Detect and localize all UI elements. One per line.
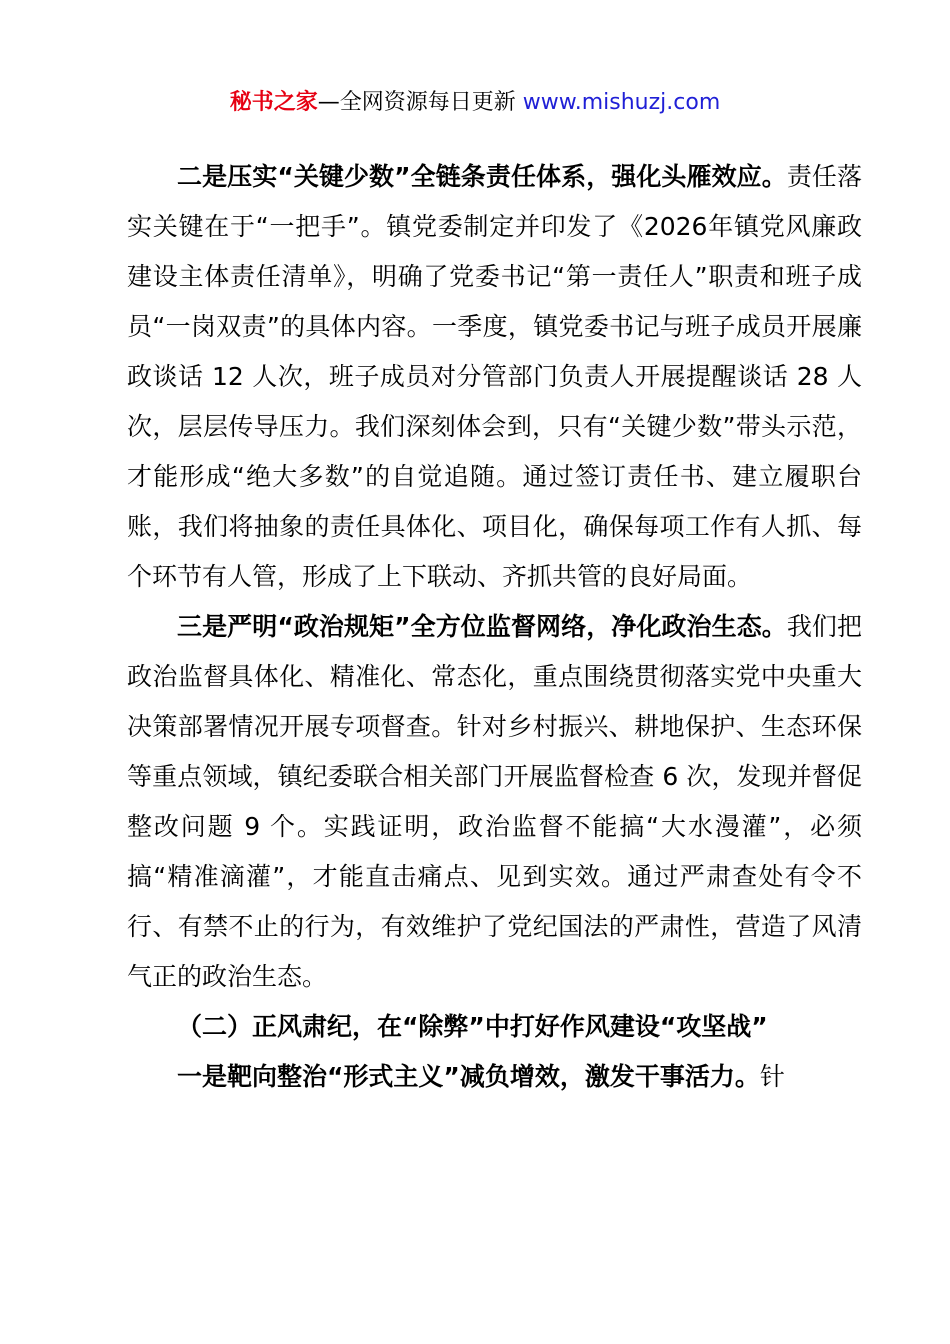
page-header: [0, 88, 950, 118]
paragraph-heading: 一是靶向整治“形式主义”减负增效，激发干事活力。: [177, 1062, 760, 1091]
paragraph-text: 责任落实关键在于“一把手”。镇党委制定并印发了《2026年镇党风廉政建设主体责任清单》，明确了党委书记“第一责任人”职责和班子成员“一岗双责”的具体内容。一季度，镇党委书记与班子成员开展廉政谈话 12 人次，班子成员对分管部门负责人开展提醒谈话 28 人次，层层传导压力。我们深刻体会到，只有“关键少数”带头示范，才能形成“绝大多数”的自觉追随。通过签订责任书、建立履职台账，我们将抽象的责任具体化、项目化，确保每项工作有人抓、每个环节有人管，形成了上下联动、齐抓共管的良好局面。: [127, 162, 862, 591]
paragraph-heading: 三是严明“政治规矩”全方位监督网络，净化政治生态。: [177, 612, 787, 641]
paragraph-text: 我们把政治监督具体化、精准化、常态化，重点围绕贯彻落实党中央重大决策部署情况开展专项督查。针对乡村振兴、耕地保护、生态环保等重点领域，镇纪委联合相关部门开展监督检查 6 次，发现并督促整改问题 9 个。实践证明，政治监督不能搞“大水漫灌”，必须搞“精准滴灌”，才能直击痛点、见到实效。通过严肃查处有令不行、有禁不止的行为，有效维护了党纪国法的严肃性，营造了风清气正的政治生态。: [127, 612, 862, 991]
paragraph-text: 针: [759, 1062, 785, 1091]
paragraph-2: [127, 152, 862, 602]
site-tagline: —全网资源每日更新: [317, 90, 523, 115]
site-brand: 秘书之家: [229, 90, 318, 115]
paragraph-3: [127, 602, 862, 1002]
document-body: [127, 152, 862, 1102]
section-heading: [127, 1002, 862, 1052]
paragraph-heading: 二是压实“关键少数”全链条责任体系，强化头雁效应。: [177, 162, 787, 191]
paragraph-4: [127, 1052, 862, 1102]
section-title: （二）正风肃纪，在“除弊”中打好作风建设“攻坚战”: [177, 1012, 768, 1041]
site-url-link[interactable]: www.mishuzj.com: [522, 90, 721, 115]
